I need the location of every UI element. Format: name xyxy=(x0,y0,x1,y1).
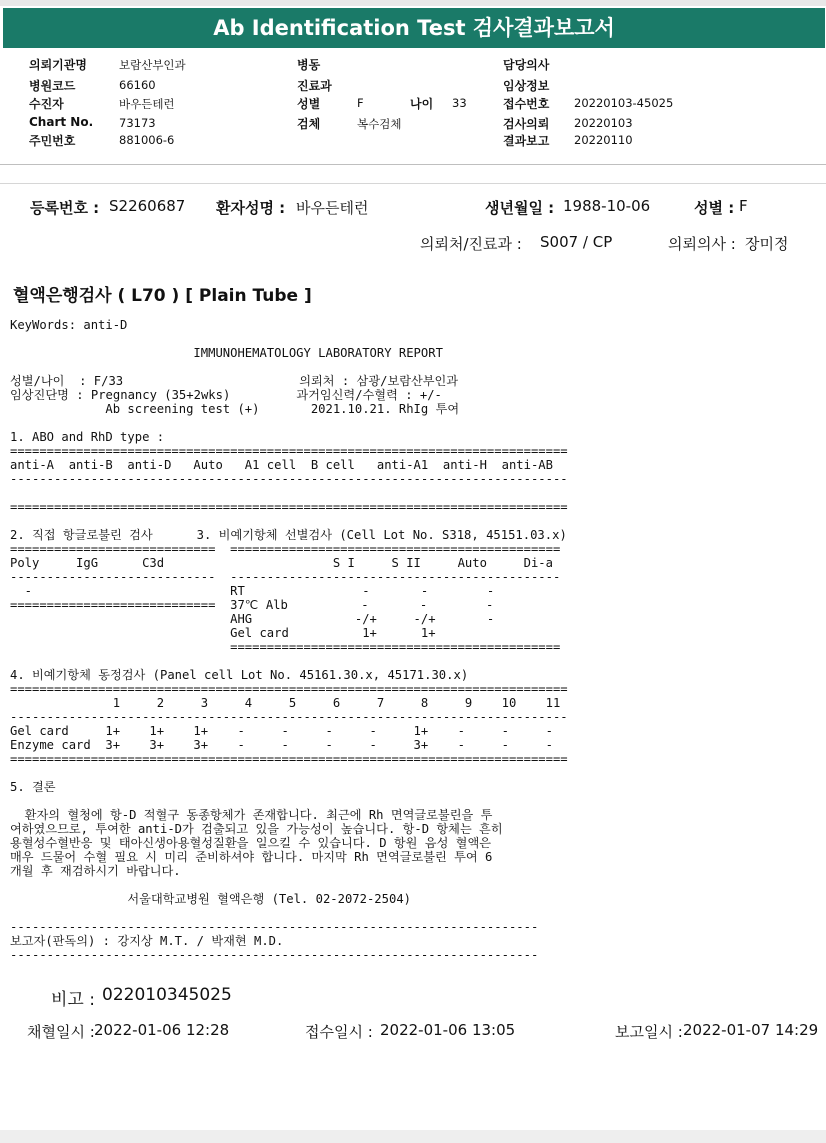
header-label: 담당의사 xyxy=(503,58,550,72)
header-label: 병원코드 xyxy=(29,79,76,93)
header-value: 20220103 xyxy=(574,116,633,130)
report-line: ---------------------------- --------------------------------------------- xyxy=(10,570,561,584)
header-value: 보람산부인과 xyxy=(119,58,186,72)
report-line: 5. 결론 xyxy=(10,780,56,794)
report-line: ---------------------------------------------------------------------------- xyxy=(10,710,568,724)
report-body xyxy=(10,318,568,962)
report-line xyxy=(10,360,568,374)
report-line: Gel card 1+ 1+ xyxy=(10,626,436,640)
report-line: 매우 드물어 수혈 필요 시 미리 준비하셔야 합니다. 마지막 Rh 면역글로불린 투여 6 xyxy=(10,850,493,864)
header-value: 20220110 xyxy=(574,133,633,147)
reported-value: 2022-01-07 14:29 xyxy=(683,1021,819,1039)
report-line: 임상진단명 : Pregnancy (35+2wks) 과거임신력/수혈력 : +/- xyxy=(10,388,442,402)
report-title: Ab Identification Test 검사결과보고서 xyxy=(3,8,825,48)
report-line: ============================ 37℃ Alb - - - xyxy=(10,598,494,612)
name-value: 바우든테런 xyxy=(296,199,369,217)
report-line: 용혈성수혈반응 및 태아신생아용혈성질환을 일으킬 수 있습니다. D 항원 음성 혈액은 xyxy=(10,836,491,850)
header-label: 성별 xyxy=(297,97,321,111)
report-line: 보고자(판독의) : 강지상 M.T. / 박재현 M.D. xyxy=(10,934,284,948)
report-line: ============================ ============================================= xyxy=(10,542,561,556)
memo-label: 비고 : xyxy=(51,990,95,1010)
header-value: 881006-6 xyxy=(119,133,175,147)
report-line xyxy=(10,766,568,780)
report-line: 개월 후 재검하시기 바랍니다. xyxy=(10,864,181,878)
patient-divider xyxy=(0,183,826,184)
header-label: 수진자 xyxy=(29,97,64,111)
dept-value: S007 / CP xyxy=(540,233,613,251)
header-label: 주민번호 xyxy=(29,134,76,148)
report-line: Ab screening test (+) 2021.10.21. RhIg 투여 xyxy=(10,402,460,416)
report-line: 서울대학교병원 혈액은행 (Tel. 02-2072-2504) xyxy=(10,892,411,906)
sex-value: F xyxy=(739,197,748,215)
header-value: F xyxy=(357,96,364,110)
doctor-label: 의뢰의사 : xyxy=(668,235,736,253)
top-strip xyxy=(0,0,826,6)
report-line: Poly IgG C3d S I S II Auto Di-a xyxy=(10,556,553,570)
reported-label: 보고일시 : xyxy=(615,1023,683,1041)
name-label: 환자성명 : xyxy=(216,199,286,217)
report-line: ============================================================================ xyxy=(10,682,568,696)
report-line xyxy=(10,654,568,668)
doctor-value: 장미정 xyxy=(745,235,789,253)
header-label: Chart No. xyxy=(29,115,94,129)
header-label: 결과보고 xyxy=(503,134,550,148)
header-label: 병동 xyxy=(297,58,321,72)
header-label: 검체 xyxy=(297,117,321,131)
header-divider xyxy=(0,164,826,165)
header-value: 복수검체 xyxy=(357,117,402,131)
dob-value: 1988-10-06 xyxy=(563,197,651,215)
report-line: ------------------------------------------------------------------------ xyxy=(10,948,539,962)
header-value: 66160 xyxy=(119,78,156,92)
report-line: ---------------------------------------------------------------------------- xyxy=(10,472,568,486)
header-label: 임상정보 xyxy=(503,79,550,93)
report-line: 1 2 3 4 5 6 7 8 9 10 11 xyxy=(10,696,561,710)
section-title: 혈액은행검사 ( L70 ) [ Plain Tube ] xyxy=(13,286,312,306)
header-label: 접수번호 xyxy=(503,97,550,111)
age-value: 33 xyxy=(452,96,467,110)
header-value: 20220103-45025 xyxy=(574,96,674,110)
collected-value: 2022-01-06 12:28 xyxy=(94,1021,230,1039)
sex-label: 성별 : xyxy=(694,199,735,217)
collected-label: 채혈일시 : xyxy=(27,1023,95,1041)
report-line: ============================================================================ xyxy=(10,444,568,458)
report-line xyxy=(10,486,568,500)
report-line: 4. 비예기항체 동정검사 (Panel cell Lot No. 45161.30.x, 45171.30.x) xyxy=(10,668,469,682)
report-line xyxy=(10,416,568,430)
report-line: 환자의 혈청에 항-D 적혈구 동종항체가 존재합니다. 최근에 Rh 면역글로불린을 투 xyxy=(10,808,493,822)
report-line: - RT - - - xyxy=(10,584,495,598)
report-line: Gel card 1+ 1+ 1+ - - - - 1+ - - - xyxy=(10,724,553,738)
report-line xyxy=(10,332,568,346)
report-line: ============================================= xyxy=(10,640,561,654)
report-line xyxy=(10,878,568,892)
report-line: KeyWords: anti-D xyxy=(10,318,128,332)
report-line: 성별/나이 : F/33 의뢰처 : 삼광/보람산부인과 xyxy=(10,374,459,388)
report-line: 여하였으므로, 투여한 anti-D가 검출되고 있을 가능성이 높습니다. 항-D 항체는 흔히 xyxy=(10,822,503,836)
reg-value: S2260687 xyxy=(109,197,186,215)
report-line: ------------------------------------------------------------------------ xyxy=(10,920,539,934)
report-line: 2. 직접 항글로불린 검사 3. 비예기항체 선별검사 (Cell Lot No. S318, 45151.03.x) xyxy=(10,528,567,542)
header-label: 의뢰기관명 xyxy=(29,58,87,72)
report-line: anti-A anti-B anti-D Auto A1 cell B cell anti-A1 anti-H anti-AB xyxy=(10,458,553,472)
report-line: IMMUNOHEMATOLOGY LABORATORY REPORT xyxy=(10,346,443,360)
reg-label: 등록번호 : xyxy=(30,199,100,217)
header-label: 진료과 xyxy=(297,79,332,93)
report-line: Enzyme card 3+ 3+ 3+ - - - - 3+ - - - xyxy=(10,738,553,752)
header-label: 검사의뢰 xyxy=(503,117,550,131)
bottom-strip xyxy=(0,1130,826,1143)
report-line: AHG -/+ -/+ - xyxy=(10,612,495,626)
dept-label: 의뢰처/진료과 : xyxy=(420,235,522,253)
report-line: ============================================================================ xyxy=(10,500,568,514)
report-line: ============================================================================ xyxy=(10,752,568,766)
received-label: 접수일시 : xyxy=(305,1023,373,1041)
report-line xyxy=(10,514,568,528)
age-label: 나이 xyxy=(410,97,434,111)
memo-value: 022010345025 xyxy=(102,985,232,1005)
dob-label: 생년월일 : xyxy=(485,199,555,217)
report-line xyxy=(10,906,568,920)
report-line xyxy=(10,794,568,808)
header-value: 바우든테런 xyxy=(119,97,175,111)
header-value: 73173 xyxy=(119,116,156,130)
received-value: 2022-01-06 13:05 xyxy=(380,1021,516,1039)
report-line: 1. ABO and RhD type : xyxy=(10,430,165,444)
